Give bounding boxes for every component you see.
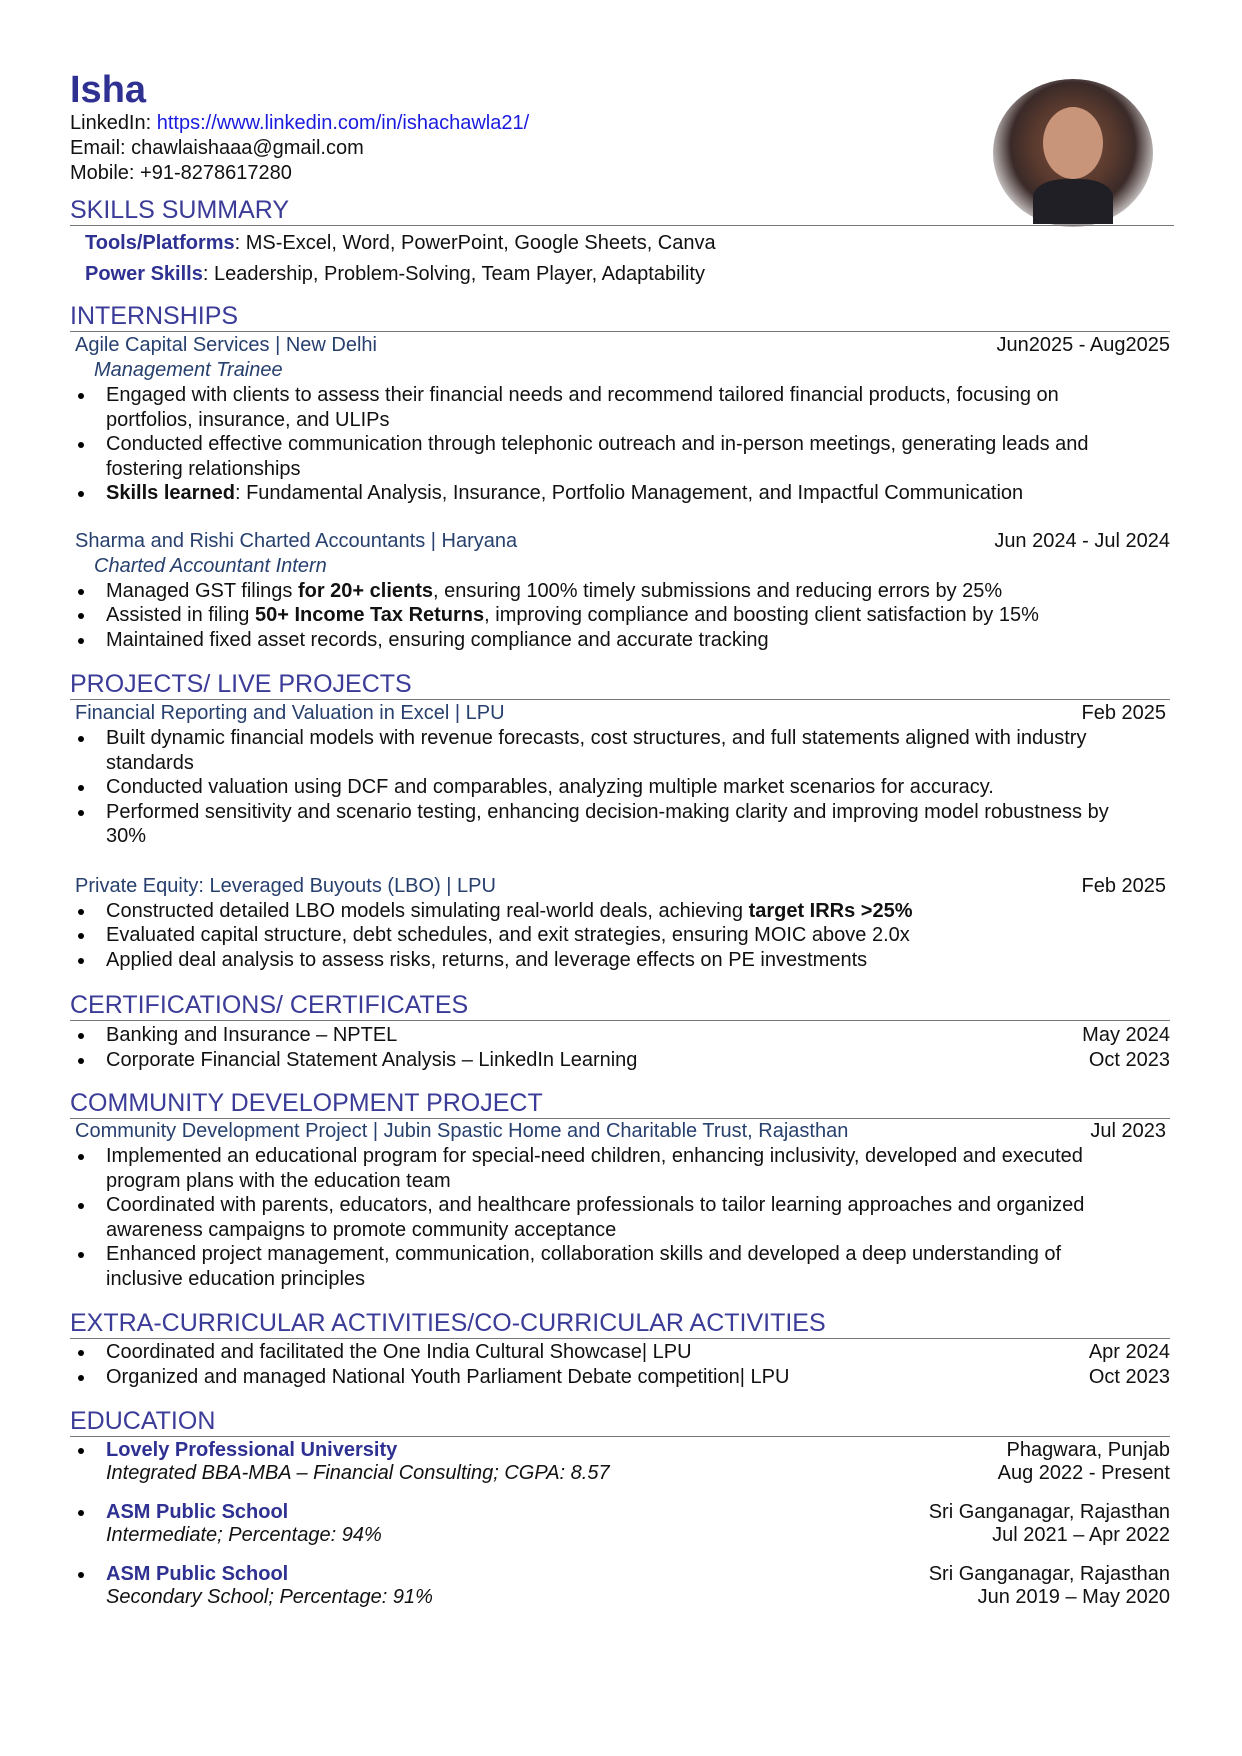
linkedin-link[interactable]: https://www.linkedin.com/in/ishachawla21/ (156, 112, 530, 134)
bullet: Assisted in filing 50+ Income Tax Returns, improving compliance and boosting client satisfaction by 15% (70, 603, 1170, 628)
bullet: Managed GST filings for 20+ clients, ensuring 100% timely submissions and reducing errors by 25% (70, 579, 1170, 604)
email: Email: chawlaishaaa@gmail.com (70, 137, 364, 159)
internships-section (70, 302, 1170, 652)
education-item: ASM Public School Sri Ganganagar, Rajasthan Intermediate; Percentage: 94% Jul 2021 – Apr 2022 (70, 1501, 1170, 1547)
org-name: Agile Capital Services | New Delhi (75, 334, 377, 356)
org-name: Sharma and Rishi Charted Accountants | Haryana (75, 529, 518, 552)
date: Jul 2023 (1090, 1120, 1166, 1142)
bullet: Conducted valuation using DCF and comparables, analyzing multiple market scenarios for accuracy. (70, 775, 1170, 800)
candidate-name: Isha (70, 69, 147, 111)
skill-value: : Leadership, Problem-Solving, Team Player, Adaptability (202, 263, 705, 285)
bullet: Skills learned: Fundamental Analysis, Insurance, Portfolio Management, and Impactful Communication (70, 481, 1170, 506)
project-name: Private Equity: Leveraged Buyouts (LBO) | LPU (75, 874, 496, 897)
date: Jun 2024 - Jul 2024 (994, 529, 1170, 552)
activity-item: Coordinated and facilitated the One India Cultural Showcase| LPU Apr 2024 (70, 1340, 1170, 1365)
project-name: Financial Reporting and Valuation in Excel | LPU (75, 702, 505, 724)
bullet: Evaluated capital structure, debt schedules, and exit strategies, ensuring MOIC above 2.0x (70, 923, 1170, 948)
activity-item: Organized and managed National Youth Parliament Debate competition| LPU Oct 2023 (70, 1365, 1170, 1390)
bullet: Implemented an educational program for special-need children, enhancing inclusivity, developed and executed program plans with the education team (70, 1144, 1170, 1193)
bullet: Engaged with clients to assess their financial needs and recommend tailored financial products, focusing on portfolios, insurance, and ULIPs (70, 383, 1170, 432)
bullet: Coordinated with parents, educators, and healthcare professionals to tailor learning approaches and organized awareness campaigns to promote community acceptance (70, 1193, 1170, 1242)
education-item: Lovely Professional University Phagwara, Punjab Integrated BBA-MBA – Financial Consulting; CGPA: 8.57 Aug 2022 - Present (70, 1439, 1170, 1485)
bullet: Maintained fixed asset records, ensuring compliance and accurate tracking (70, 628, 1170, 653)
role: Management Trainee (94, 359, 283, 381)
header (70, 70, 1170, 186)
bullet: Performed sensitivity and scenario testing, enhancing decision-making clarity and improving model robustness by 30% (70, 800, 1170, 849)
section-heading: INTERNSHIPS (70, 302, 1170, 332)
certification-item: Corporate Financial Statement Analysis – LinkedIn Learning Oct 2023 (70, 1048, 1170, 1073)
skills-section (70, 196, 1170, 287)
section-heading: EDUCATION (70, 1407, 1170, 1437)
projects-section (70, 670, 1170, 972)
section-heading: EXTRA-CURRICULAR ACTIVITIES/CO-CURRICULAR ACTIVITIES (70, 1309, 1170, 1339)
section-heading: COMMUNITY DEVELOPMENT PROJECT (70, 1089, 1170, 1119)
linkedin-label: LinkedIn: (70, 112, 157, 134)
bullet: Built dynamic financial models with revenue forecasts, cost structures, and full statements aligned with industry standards (70, 726, 1170, 775)
certifications-section (70, 991, 1170, 1073)
mobile: Mobile: +91-8278617280 (70, 162, 292, 184)
bullet: Applied deal analysis to assess risks, returns, and leverage effects on PE investments (70, 948, 1170, 973)
skill-value: : MS-Excel, Word, PowerPoint, Google Sheets, Canva (234, 232, 716, 254)
date: Feb 2025 (1081, 874, 1166, 897)
education-section (70, 1407, 1170, 1609)
section-heading: CERTIFICATIONS/ CERTIFICATES (70, 991, 1170, 1021)
bullet: Enhanced project management, communication, collaboration skills and developed a deep understanding of inclusive education principles (70, 1242, 1170, 1291)
certification-item: Banking and Insurance – NPTEL May 2024 (70, 1023, 1170, 1048)
extracurricular-section (70, 1309, 1170, 1390)
skill-label: Tools/Platforms (85, 232, 235, 254)
education-item: ASM Public School Sri Ganganagar, Rajasthan Secondary School; Percentage: 91% Jun 2019 – May 2020 (70, 1563, 1170, 1609)
bullet: Conducted effective communication through telephonic outreach and in-person meetings, generating leads and fostering relationships (70, 432, 1170, 481)
role: Charted Accountant Intern (94, 554, 327, 577)
date: Feb 2025 (1081, 702, 1166, 724)
bullet: Constructed detailed LBO models simulating real-world deals, achieving target IRRs >25% (70, 899, 1170, 924)
community-section (70, 1089, 1170, 1291)
project-name: Community Development Project | Jubin Spastic Home and Charitable Trust, Rajasthan (75, 1120, 849, 1142)
date: Jun2025 - Aug2025 (996, 334, 1170, 356)
section-heading: PROJECTS/ LIVE PROJECTS (70, 670, 1170, 700)
skill-label: Power Skills (85, 263, 203, 285)
section-heading: SKILLS SUMMARY (70, 196, 1174, 226)
